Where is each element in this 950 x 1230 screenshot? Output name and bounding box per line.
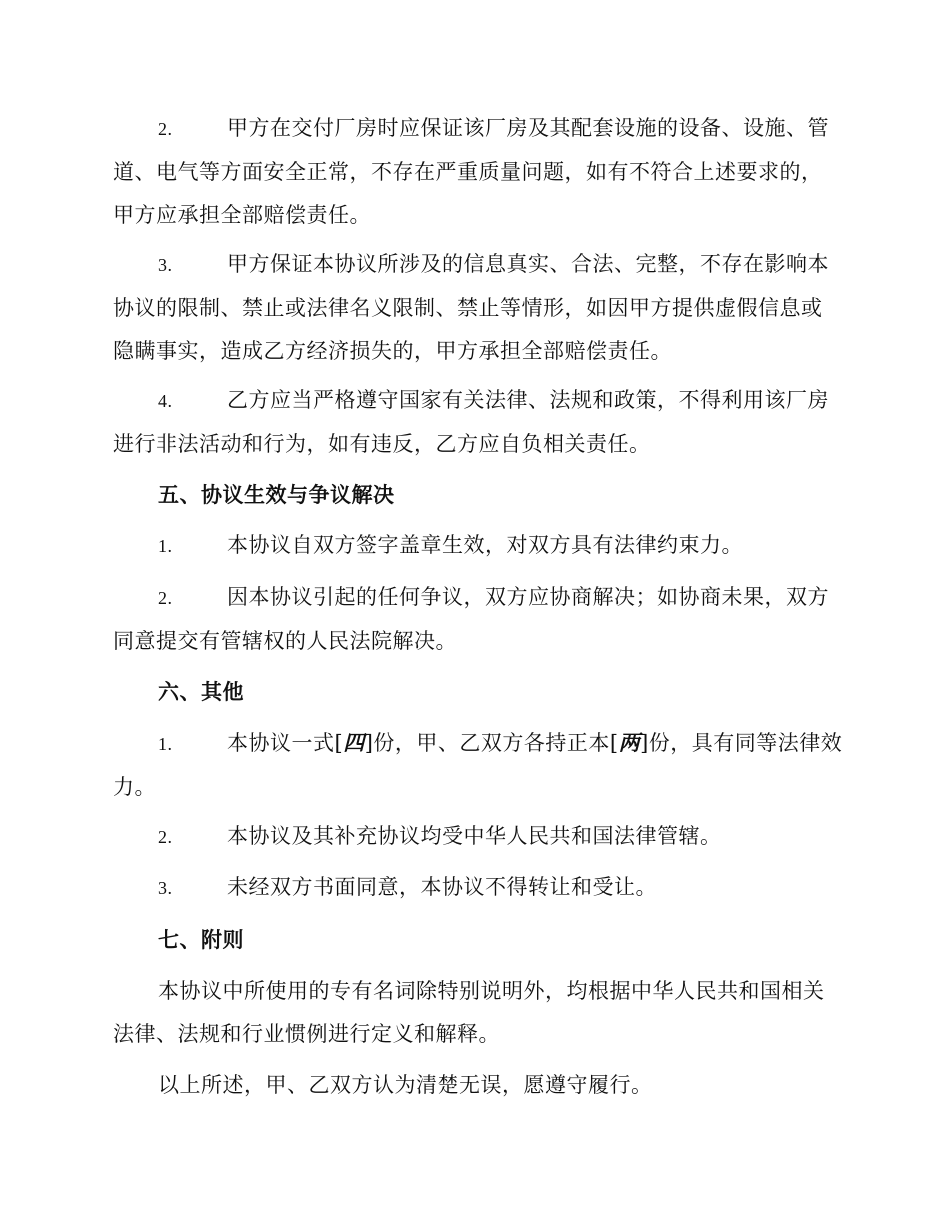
clause-line bbox=[113, 243, 833, 287]
paragraph-text: 本协议中所使用的专有名词除特别说明外，均根据中华人民共和国相关 bbox=[158, 979, 825, 1003]
clause-line bbox=[113, 815, 833, 859]
clause-line bbox=[113, 866, 833, 910]
section-heading: 六、其他 bbox=[158, 679, 244, 704]
section-heading: 五、协议生效与争议解决 bbox=[158, 482, 395, 507]
clause-5-2 bbox=[113, 576, 833, 663]
section-6 bbox=[113, 670, 833, 713]
clause-number: 2. bbox=[158, 588, 173, 608]
closing-paragraph bbox=[113, 1064, 833, 1107]
clause-line bbox=[113, 107, 833, 151]
paragraph-text: 法律、法规和行业惯例进行定义和解释。 bbox=[113, 1022, 500, 1046]
clause-6-2 bbox=[113, 815, 833, 859]
clause-number: 2. bbox=[158, 119, 173, 139]
clause-text: 隐瞒事实，造成乙方经济损失的，甲方承担全部赔偿责任。 bbox=[113, 339, 672, 363]
clause-text: 同意提交有管辖权的人民法院解决。 bbox=[113, 629, 457, 653]
clause-6-3 bbox=[113, 866, 833, 910]
clause-text: 未经双方书面同意，本协议不得转让和受让。 bbox=[227, 875, 657, 899]
clause-5-1 bbox=[113, 524, 833, 568]
clause-text: 本协议自双方签字盖章生效，对双方具有法律约束力。 bbox=[227, 533, 743, 557]
clause-text: 甲方保证本协议所涉及的信息真实、合法、完整，不存在影响本 bbox=[227, 252, 829, 276]
clause-number: 2. bbox=[158, 827, 173, 847]
clause-text: 进行非法活动和行为，如有违反，乙方应自负相关责任。 bbox=[113, 432, 651, 456]
clause-4-2 bbox=[113, 107, 833, 237]
section-5 bbox=[113, 473, 833, 516]
clause-line bbox=[113, 524, 833, 568]
appendix-paragraph bbox=[113, 970, 833, 1056]
clause-4-4 bbox=[113, 379, 833, 466]
clause-text: 因本协议引起的任何争议，双方应协商解决；如协商未果，双方 bbox=[227, 585, 829, 609]
clause-text: 甲方在交付厂房时应保证该厂房及其配套设施的设备、设施、管 bbox=[227, 116, 829, 140]
clause-text: 甲方应承担全部赔偿责任。 bbox=[113, 203, 371, 227]
copies-each-value: 两 bbox=[618, 730, 641, 755]
clause-text: 力。 bbox=[113, 775, 156, 799]
closing-text: 以上所述，甲、乙双方认为清楚无误，愿遵守履行。 bbox=[158, 1073, 653, 1097]
copies-total-value: 四 bbox=[343, 730, 365, 755]
clause-number: 1. bbox=[158, 536, 173, 556]
clause-text: ]份，甲、乙双方各持正本[ bbox=[364, 731, 619, 755]
clause-number: 3. bbox=[158, 255, 173, 275]
clause-text: 本协议及其补充协议均受中华人民共和国法律管辖。 bbox=[227, 824, 722, 848]
section-7 bbox=[113, 918, 833, 961]
clause-number: 4. bbox=[158, 391, 173, 411]
clause-line bbox=[113, 379, 833, 423]
clause-line bbox=[113, 721, 843, 766]
clause-text: 本协议一式[ bbox=[227, 731, 344, 755]
clause-text: 道、电气等方面安全正常，不存在严重质量问题，如有不符合上述要求的， bbox=[113, 160, 823, 184]
clause-text: 乙方应当严格遵守国家有关法律、法规和政策，不得利用该厂房 bbox=[227, 388, 829, 412]
clause-text: ]份，具有同等法律效 bbox=[640, 731, 843, 755]
clause-number: 1. bbox=[158, 734, 173, 754]
clause-number: 3. bbox=[158, 878, 173, 898]
section-heading: 七、附则 bbox=[158, 927, 244, 952]
clause-text: 协议的限制、禁止或法律名义限制、禁止等情形，如因甲方提供虚假信息或 bbox=[113, 296, 823, 320]
clause-line bbox=[113, 576, 833, 620]
clause-4-3 bbox=[113, 243, 833, 373]
clause-6-1 bbox=[113, 721, 843, 809]
